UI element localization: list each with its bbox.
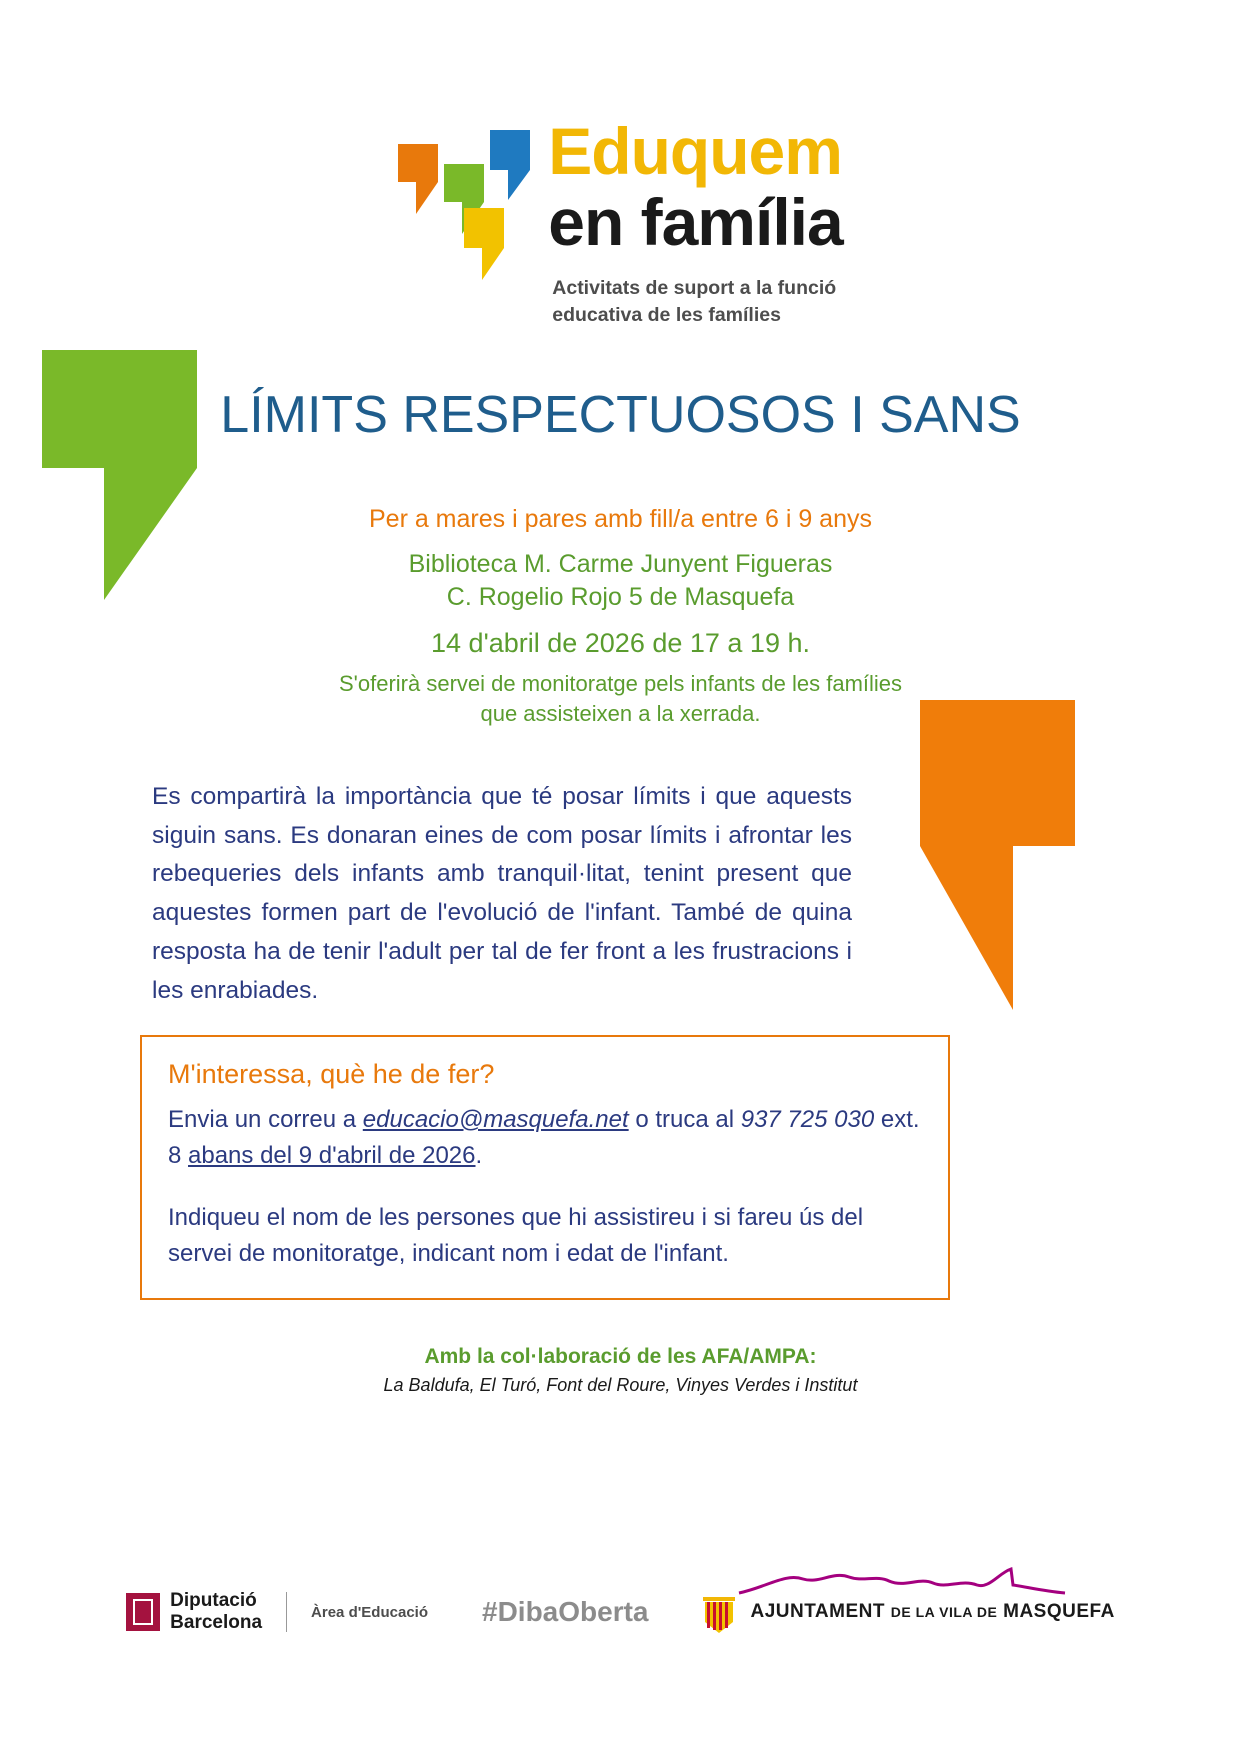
logo-marks-svg [398,130,538,290]
collaboration-list: La Baldufa, El Turó, Font del Roure, Vinyes Verdes i Institut [383,1375,858,1395]
event-description: Es compartirà la importància que té posar límits i que aquests siguin sans. Es donaran eines de com posar límits i afrontar les rebequeries dels infants amb tranquil·litat, tenint present que aquestes formen part de l'evolució de l'infant. També de quina resposta ha de tenir l'adult per tal de fer front a les frustracions i les enrabiades. [152,783,852,1004]
event-address: C. Rogelio Rojo 5 de Masquefa [446,583,795,611]
logo-word-enfamilia: en família [548,185,843,260]
info-box-contact-line [168,1102,922,1174]
ajuntament-text [751,1601,1115,1623]
registration-deadline: abans del 9 d'abril de 2026 [188,1142,476,1169]
logo-quote-marks [398,130,538,290]
page-title: LÍMITS RESPECTUOSOS I SANS [220,386,1021,444]
collaboration-section [0,1345,1241,1396]
info-ext: ext. 8 [168,1106,920,1169]
footer-logos [0,1589,1241,1635]
info-prefix: Envia un correu a [168,1106,363,1133]
ajuntament-town: MASQUEFA [1003,1601,1115,1622]
info-box-paragraph2: Indiqueu el nom de les persones que hi assistireu i si fareu ús del servei de monitoratge, indicant nom i edat de l'infant. [168,1204,864,1267]
ajuntament-main: AJUNTAMENT [750,1601,885,1622]
phone-number: 937 725 030 [740,1106,875,1133]
crest-svg [697,1589,741,1635]
event-note-line1: S'oferirà servei de monitoratge pels infants de les famílies [338,671,903,696]
info-box-title: M'interessa, què he de fer? [168,1059,495,1089]
event-audience: Per a mares i pares amb fill/a entre 6 i 9 anys [368,505,872,533]
logo [0,114,1241,328]
diba-line1: Diputació [170,1590,257,1612]
event-details [0,505,1241,728]
logo-row [398,114,843,328]
logo-subtitle-line1: Activitats de suport a la funció [552,277,837,300]
diba-line2: Barcelona [170,1612,263,1633]
event-venue: Biblioteca M. Carme Junyent Figueras [408,550,833,578]
info-box [140,1035,950,1300]
email-link[interactable]: educacio@masquefa.net [362,1106,629,1133]
info-period: . [475,1142,483,1169]
ajuntament-crest-icon [697,1589,741,1635]
info-middle: o truca al [628,1106,741,1133]
hashtag-dibaoberta: #DibaOberta [482,1596,649,1627]
diba-shield-icon [126,1593,160,1631]
diputacio-barcelona-logo [126,1590,428,1634]
footer-divider [286,1592,287,1632]
ajuntament-small: DE LA VILA DE [890,1604,998,1620]
diba-area-label: Àrea d'Educació [311,1603,428,1621]
logo-subtitle-line2: educativa de les famílies [552,303,781,326]
logo-word-eduquem: Eduquem [548,114,842,188]
event-date: 14 d'abril de 2026 de 17 a 19 h. [431,628,810,658]
event-note-line2: que assisteixen a la xerrada. [480,700,761,726]
diba-name [170,1590,262,1634]
ajuntament-masquefa-logo [697,1589,1115,1635]
collaboration-title: Amb la col·laboració de les AFA/AMPA: [424,1345,817,1368]
logo-text [548,114,843,328]
logo-subtitle [548,275,842,328]
orange-quote-decoration [895,700,1075,1010]
masquefa-skyline-icon [737,1565,1067,1595]
